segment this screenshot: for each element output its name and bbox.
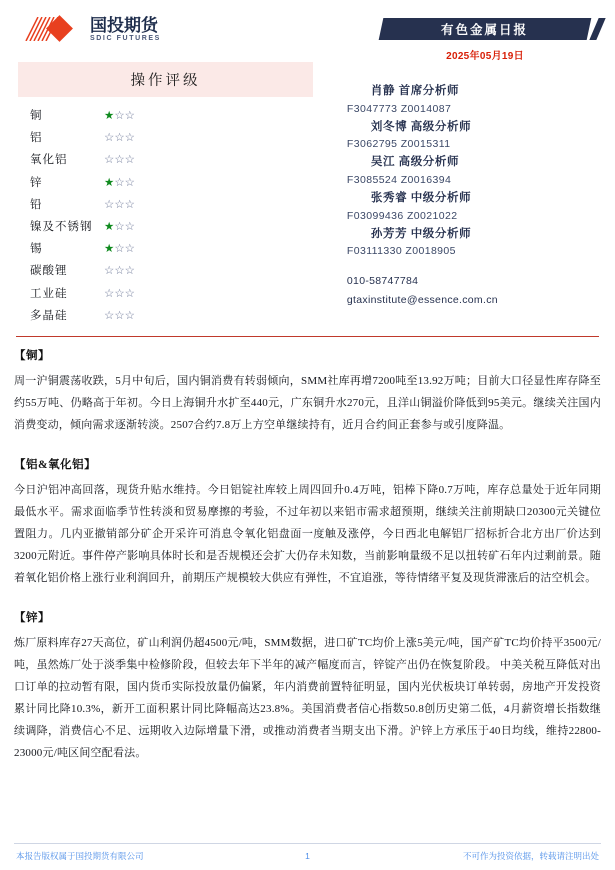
star-empty-icon: ☆ <box>104 287 115 300</box>
star-filled-icon: ★ <box>104 243 115 256</box>
top-info-row <box>0 62 615 326</box>
star-empty-icon: ☆ <box>114 221 125 234</box>
star-empty-icon: ☆ <box>104 154 115 167</box>
logo-mark-icon <box>24 16 86 42</box>
star-empty-icon: ☆ <box>114 265 125 278</box>
rating-metal-name: 氧化铝 <box>30 154 68 167</box>
rating-metal-name: 铝 <box>30 132 43 145</box>
rating-row <box>18 104 313 126</box>
analyst-license-code: F3062795 Z0015311 <box>346 138 451 151</box>
star-empty-icon: ☆ <box>124 198 135 211</box>
star-empty-icon: ☆ <box>114 287 125 300</box>
section-text: 炼厂原料库存27天高位，矿山利润仍超4500元/吨，SMM数据，进口矿TC均价上涨5美元/吨，国产矿TC均价持平3500元/吨，虽然炼厂处于淡季集中检修阶段，但较去年下半年的减产幅度而言，锌锭产出仍在恢复阶段。 中美关税互降低对出口订单的拉动暂有限，国内货币实际投放量仍偏紧，年内消费前置特征明显，国内光伏板块订单转弱，房地产开发投资累计同比降10.3%，新开工面积累计同比降幅高达23.8%。美国消费者信心指数50.8创历史第二低，4月薪资增长指数继续调降，消费信心不足、远期收入边际增量下滑，或推动消费者当期支出下滑。沪锌上方承压于40日均线，维持22800-23000元/吨区间空配看法。 <box>14 636 601 759</box>
section-text: 周一沪铜震荡收跌，5月中旬后，国内铜消费有转弱倾向，SMM社库再增7200吨至13.92万吨；目前大口径显性库存降至约55万吨、仍略高于年初。今日上海铜升水扩至440元，广东铜升水270元，且洋山铜溢价降低到95美元。继续关注国内消费变动，倾向需求逐渐转淡。2507合约7.8万上方空单继续持有，近月合约间正套参与或引度降温。 <box>14 374 601 431</box>
star-empty-icon: ☆ <box>104 198 115 211</box>
rating-stars <box>104 304 313 326</box>
rating-row <box>18 193 313 215</box>
rating-metal-name: 铜 <box>30 110 43 123</box>
rating-row <box>18 259 313 281</box>
footer-copyright: 本报告版权属于国投期货有限公司 <box>16 851 144 861</box>
rating-stars <box>104 237 313 259</box>
rating-row <box>18 171 313 193</box>
analyst-license-code: F03111330 Z0018905 <box>346 245 456 258</box>
rating-stars <box>104 104 313 126</box>
rating-row <box>18 282 313 304</box>
analyst-license-code: F3047773 Z0014087 <box>346 102 452 115</box>
rating-panel <box>18 62 313 326</box>
star-empty-icon: ☆ <box>114 198 125 211</box>
contact-phone: 010-58747784 <box>346 275 419 288</box>
analyst-name: 吴江 高级分析师 <box>370 156 460 169</box>
star-empty-icon: ☆ <box>114 243 125 256</box>
analyst-name: 肖静 首席分析师 <box>370 85 460 97</box>
star-filled-icon: ★ <box>104 110 115 123</box>
banner-shape <box>379 18 592 40</box>
report-date: 2025年05月19日 <box>446 51 524 62</box>
rating-metal-name: 铅 <box>30 198 43 211</box>
star-empty-icon: ☆ <box>124 265 135 278</box>
logo-company-name-cn: 国投期货 <box>90 15 158 35</box>
star-empty-icon: ☆ <box>114 154 125 167</box>
footer-row <box>0 844 615 870</box>
logo-company-name-en: SDIC FUTURES <box>90 34 161 42</box>
analyst-license-code: F03099436 Z0021022 <box>346 209 458 222</box>
rating-row <box>18 148 313 170</box>
star-empty-icon: ☆ <box>114 110 125 123</box>
rating-metal-name: 工业硅 <box>30 287 68 300</box>
section-text: 今日沪铝冲高回落，现货升贴水维持。今日铝锭社库较上周四回升0.4万吨，铝棒下降0.7万吨，库存总量处于近年同期最低水平。需求面临季节性转淡和贸易摩擦的考验，不过年初以来铝市需求超预期，继续关注前期缺口20300元关键位置阻力。几内亚撤销部分矿企开采许可消息令氧化铝盘面一度触及涨停，今日西北电解铝厂招标折合北方出厂价达到3200元附近。事件停产影响具体时长和是否规模还会扩大仍存未知数，当前影响量级不足以扭转矿石年内过剩前景。随着氧化铝价格上涨行业利润回升，前期压产规模较大供应有弹性，不宜追涨，等待情绪平复及现货滞涨后的沽空机会。 <box>14 483 601 584</box>
section-heading: 【铝&氧化铝】 <box>14 458 97 471</box>
rating-metal-name: 多晶硅 <box>30 309 68 322</box>
star-empty-icon: ☆ <box>114 132 125 145</box>
report-section <box>14 609 601 764</box>
rating-table <box>18 104 313 326</box>
rating-stars <box>104 259 313 281</box>
rating-panel-title: 操作评级 <box>18 62 313 97</box>
rating-stars <box>104 215 313 237</box>
analyst-name: 刘冬博 高级分析师 <box>370 120 472 133</box>
document-header <box>0 0 615 62</box>
star-filled-icon: ★ <box>104 221 115 234</box>
banner-tail-decoration <box>589 18 605 40</box>
report-banner <box>375 18 595 62</box>
report-section <box>14 347 601 436</box>
section-spacer <box>14 440 601 456</box>
rating-metal-name: 碳酸锂 <box>30 265 68 278</box>
rating-stars <box>104 148 313 170</box>
footer-disclaimer: 不可作为投资依据，转载请注明出处 <box>462 851 599 861</box>
rating-stars <box>104 282 313 304</box>
rating-stars <box>104 171 313 193</box>
star-empty-icon: ☆ <box>114 309 125 322</box>
star-empty-icon: ☆ <box>124 309 135 322</box>
section-spacer <box>14 593 601 609</box>
document-footer <box>0 843 615 870</box>
star-empty-icon: ☆ <box>104 265 115 278</box>
rating-stars <box>104 126 313 148</box>
analyst-name: 孙芳芳 中级分析师 <box>370 227 472 240</box>
footer-page-number: 1 <box>305 851 310 861</box>
contact-email[interactable]: gtaxinstitute@essence.com.cn <box>346 293 498 306</box>
star-empty-icon: ☆ <box>124 221 135 234</box>
section-heading: 【锌】 <box>14 611 50 624</box>
star-empty-icon: ☆ <box>124 243 135 256</box>
rating-metal-name: 锡 <box>30 243 43 256</box>
rating-metal-name: 锌 <box>30 176 43 189</box>
rating-row <box>18 304 313 326</box>
banner-title: 有色金属日报 <box>441 23 529 37</box>
rating-row <box>18 215 313 237</box>
company-logo <box>24 16 161 42</box>
report-section <box>14 456 601 589</box>
star-filled-icon: ★ <box>104 176 115 189</box>
star-empty-icon: ☆ <box>124 132 135 145</box>
rating-stars <box>104 193 313 215</box>
star-empty-icon: ☆ <box>104 132 115 145</box>
report-body <box>0 337 615 764</box>
rating-row <box>18 237 313 259</box>
star-empty-icon: ☆ <box>124 176 135 189</box>
analyst-name: 张秀睿 中级分析师 <box>370 191 472 204</box>
analyst-license-code: F3085524 Z0016394 <box>346 173 452 186</box>
rating-row <box>18 126 313 148</box>
star-empty-icon: ☆ <box>124 154 135 167</box>
star-empty-icon: ☆ <box>124 287 135 300</box>
analyst-panel <box>313 62 597 326</box>
logo-text <box>90 17 161 42</box>
star-empty-icon: ☆ <box>124 110 135 123</box>
contact-spacer <box>347 260 597 272</box>
star-empty-icon: ☆ <box>104 309 115 322</box>
rating-metal-name: 镍及不锈钢 <box>30 221 93 234</box>
star-empty-icon: ☆ <box>114 176 125 189</box>
section-heading: 【铜】 <box>14 349 50 362</box>
